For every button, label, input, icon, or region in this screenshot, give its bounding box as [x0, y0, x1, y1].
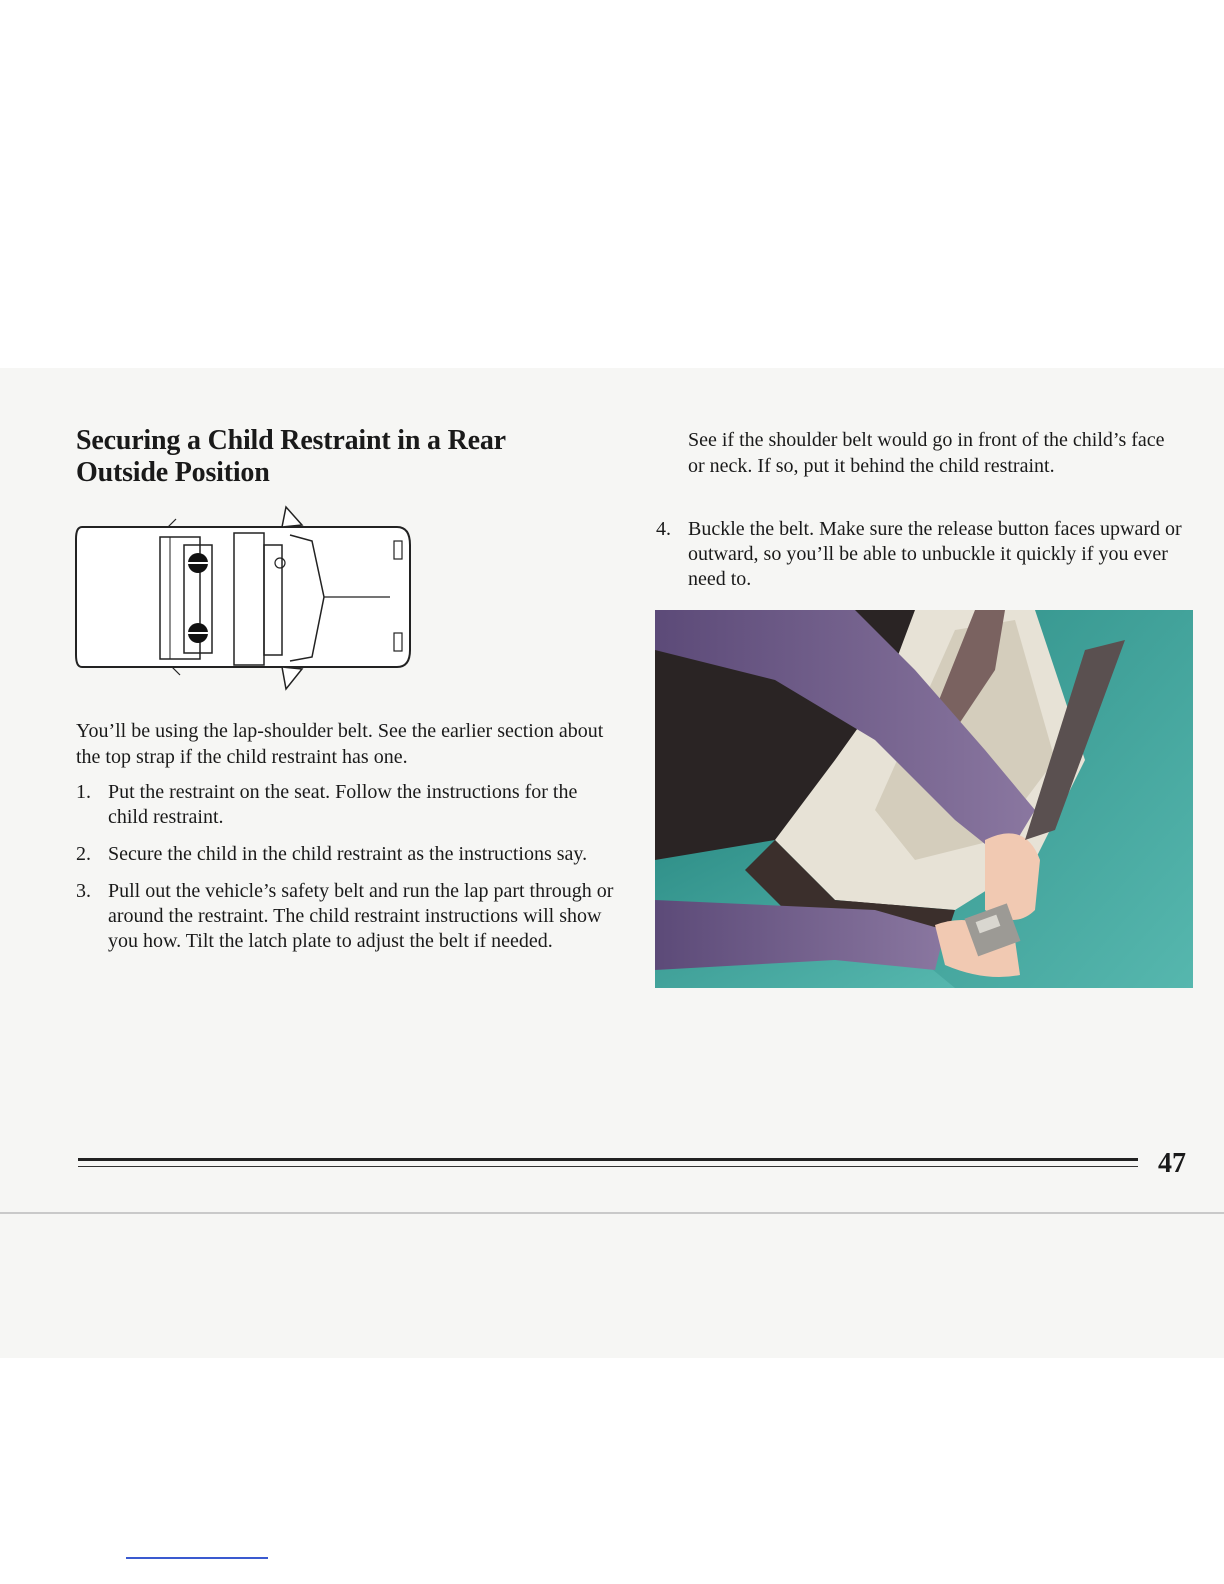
step-text: Pull out the vehicle’s safety belt and run the lap part through or around the restraint. The child restraint instructions will show you how. Tilt the latch plate to adjust the belt if needed.: [108, 880, 614, 952]
instruction-list-left: [76, 780, 621, 966]
list-item: [76, 879, 621, 954]
list-item: [76, 842, 621, 867]
car-top-view-diagram: [72, 505, 422, 695]
step-number: 3.: [76, 880, 91, 902]
step-text: Secure the child in the child restraint as the instructions say.: [108, 843, 588, 865]
intro-paragraph: You’ll be using the lap-shoulder belt. See the earlier section about the top strap if the child restraint has one.: [76, 720, 604, 768]
section-heading: Securing a Child Restraint in a Rear Outside Position: [76, 425, 506, 488]
step-continuation: See if the shoulder belt would go in front of the child’s face or neck. If so, put it behind the child restraint.: [688, 429, 1165, 477]
instruction-list-right: [656, 517, 1184, 604]
step-number: 4.: [656, 518, 671, 540]
step-text: Buckle the belt. Make sure the release button faces upward or outward, so you’ll be able to unbuckle it quickly if you ever need to.: [688, 518, 1182, 590]
step-text: Put the restraint on the seat. Follow the instructions for the child restraint.: [108, 781, 578, 828]
scan-mark: [126, 1557, 268, 1559]
step-number: 1.: [76, 781, 91, 803]
step-number: 2.: [76, 843, 91, 865]
footer-rule: [78, 1158, 1138, 1161]
buckling-belt-illustration: [655, 610, 1193, 988]
page-number: 47: [1158, 1148, 1186, 1179]
list-item: [76, 780, 621, 830]
footer-rule-thin: [78, 1166, 1138, 1167]
scan-edge-line: [0, 1212, 1224, 1214]
list-item: [656, 517, 1184, 592]
